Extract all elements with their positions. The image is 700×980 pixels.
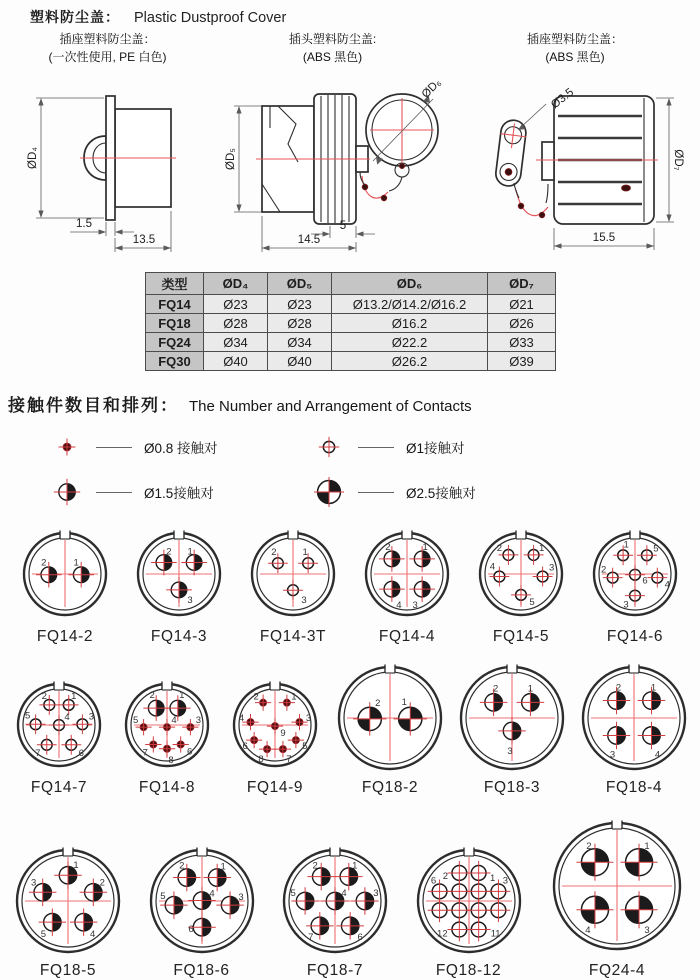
svg-text:4: 4 [664,579,670,591]
svg-text:5: 5 [653,543,659,555]
connector-diagram [242,523,344,625]
svg-text:4: 4 [654,749,661,761]
table-cell: Ø34 [204,333,268,352]
connector-cell [584,523,686,646]
svg-text:6: 6 [642,575,648,587]
page-title-zh: 塑料防尘盖： [30,9,120,25]
svg-text:3: 3 [644,924,650,936]
connector-diagram [277,843,393,959]
technical-drawings [0,66,700,258]
dimensions-table-wrap [145,272,700,371]
svg-text:1: 1 [422,541,428,553]
svg-text:5: 5 [529,596,535,608]
svg-text:4: 4 [64,712,70,723]
table-cell: FQ24 [146,333,204,352]
svg-text:2: 2 [492,683,499,695]
legend-item [314,432,544,462]
table-row [146,314,556,333]
svg-text:7: 7 [35,747,41,759]
svg-text:2: 2 [41,557,47,569]
svg-text:6: 6 [187,746,193,758]
svg-text:2: 2 [496,542,503,554]
legend-dash [358,447,394,448]
connector-label: FQ24-4 [588,962,646,979]
svg-text:7: 7 [308,931,314,943]
svg-text:2: 2 [99,877,105,889]
svg-text:4: 4 [238,713,245,725]
svg-text:1: 1 [73,860,79,872]
page-title-en: Plastic Dustproof Cover [134,10,287,26]
svg-text:3: 3 [502,875,508,887]
drawing-3 [458,66,693,258]
svg-text:1: 1 [352,860,358,872]
svg-text:3: 3 [373,888,379,899]
svg-text:4: 4 [585,924,591,936]
svg-text:11: 11 [490,928,501,940]
svg-text:2: 2 [41,690,47,702]
svg-text:5: 5 [159,891,166,903]
connector-diagram [144,843,260,959]
connector-cell [277,843,393,980]
connector-cell [224,674,326,797]
svg-text:12: 12 [436,928,448,940]
connector-label: FQ18-4 [605,779,663,796]
dim-3-5: Ø3.5 [548,86,576,112]
dim-1-5: 1.5 [75,218,92,230]
svg-text:4: 4 [341,888,347,899]
svg-text:2: 2 [312,860,318,872]
table-cell: Ø13.2/Ø14.2/Ø16.2 [332,295,488,314]
svg-text:2: 2 [442,870,448,882]
svg-text:1: 1 [401,696,407,708]
table-cell: FQ18 [146,314,204,333]
table-header-cell: ØD₅ [268,273,332,295]
svg-text:3: 3 [548,562,555,574]
legend-label: Ø2.5接触对 [406,486,476,501]
svg-text:7: 7 [286,754,292,766]
connector-label: FQ14-8 [138,779,196,796]
svg-text:4: 4 [489,561,496,573]
legend-item [314,477,544,507]
connector-label: FQ14-3T [259,628,327,645]
svg-text:3: 3 [507,745,513,757]
dim-15-5: 15.5 [592,232,615,244]
svg-text:2: 2 [375,697,381,709]
table-header-cell: ØD₄ [204,273,268,295]
contact-symbol-d15-icon [52,477,82,507]
svg-text:3: 3 [609,749,616,761]
svg-text:2: 2 [166,546,172,558]
table-cell: Ø33 [488,333,556,352]
connector-cell [128,523,230,646]
connector-label: FQ18-12 [435,962,502,979]
svg-text:8: 8 [168,754,174,766]
svg-text:4: 4 [396,600,402,612]
connector-label: FQ18-3 [483,779,541,796]
table-cell: Ø26 [488,314,556,333]
connector-diagram [116,674,218,776]
drawing-captions [0,30,700,66]
svg-text:1: 1 [527,683,534,695]
contact-symbol-d08-icon [52,432,82,462]
drawing-receptacle-abs-cover [450,66,700,258]
caption-plug-abs: 插头塑料防尘盖: (ABS 黑色) [288,32,377,64]
svg-text:1: 1 [538,542,545,554]
table-cell: Ø26.2 [332,352,488,371]
connector-row [0,523,700,646]
svg-text:1: 1 [650,682,657,694]
svg-text:6: 6 [357,931,363,943]
caption-receptacle-abs: 插座塑料防尘盖： (ABS 黑色) [526,32,623,64]
connector-diagram [224,674,326,776]
contact-symbol-d1-icon [314,432,344,462]
drawing-receptacle-pe-cover [0,66,215,258]
svg-text:5: 5 [24,710,31,722]
svg-text:2: 2 [271,547,277,559]
connector-label: FQ14-2 [36,628,94,645]
svg-text:2: 2 [149,690,155,702]
dim-d7: ØD₇ [671,149,684,171]
svg-text:5: 5 [40,929,47,941]
svg-text:3: 3 [623,599,629,611]
connector-cell [14,523,116,646]
svg-text:1: 1 [302,547,308,559]
connector-cell [454,660,570,797]
svg-text:8: 8 [258,754,264,766]
connector-cell [544,813,690,980]
table-cell: Ø40 [204,352,268,371]
connector-label: FQ14-3 [150,628,208,645]
svg-text:3: 3 [187,594,193,606]
svg-text:2: 2 [586,841,592,853]
svg-text:1: 1 [291,691,297,703]
legend-dash [96,492,132,493]
table-row [146,295,556,314]
dim-13-5: 13.5 [132,234,155,246]
svg-text:9: 9 [280,728,286,740]
drawing-1 [8,66,208,258]
connector-arrangements [0,523,700,980]
drawing-plug-abs-cover [215,66,450,258]
connector-label: FQ14-4 [378,628,436,645]
table-header-cell: ØD₆ [332,273,488,295]
legend-label: Ø1接触对 [406,441,465,456]
caption-receptacle-pe: 插座塑料防尘盖： (一次性使用, PE 白色) [48,32,167,64]
svg-text:1: 1 [644,841,650,853]
dim-d6: ØD₆ [419,76,444,101]
connector-diagram [544,813,690,959]
svg-text:6: 6 [187,924,194,936]
svg-text:5: 5 [132,715,139,727]
connector-row [0,660,700,797]
svg-text:1: 1 [179,690,185,702]
svg-text:2: 2 [253,691,259,703]
connector-cell [356,523,458,646]
svg-text:5: 5 [302,741,308,753]
dim-d4: ØD₄ [26,147,39,169]
connector-cell [332,660,448,797]
legend-label: Ø0.8 接触对 [144,441,218,456]
table-cell: Ø23 [204,295,268,314]
connector-row [0,813,700,980]
svg-text:4: 4 [171,715,177,727]
svg-text:4: 4 [89,929,96,941]
legend-item [52,477,314,507]
connector-label: FQ14-7 [30,779,88,796]
dimensions-table [145,272,556,371]
svg-text:3: 3 [237,892,244,904]
svg-text:4: 4 [208,888,215,900]
svg-text:3: 3 [88,711,95,723]
connector-diagram [332,660,448,776]
legend-dash [96,447,132,448]
table-cell: Ø34 [268,333,332,352]
table-header-cell: ØD₇ [488,273,556,295]
legend-label: Ø1.5接触对 [144,486,214,501]
connector-label: FQ18-2 [361,779,419,796]
connector-cell [144,843,260,980]
table-cell: FQ14 [146,295,204,314]
connector-diagram [14,523,116,625]
table-cell: FQ30 [146,352,204,371]
svg-text:3: 3 [305,713,312,725]
connector-cell [8,674,110,797]
table-cell: Ø23 [268,295,332,314]
connector-diagram [470,523,572,625]
contact-size-legend [52,432,700,507]
svg-text:3: 3 [195,715,202,727]
connector-cell [576,660,692,797]
svg-text:2: 2 [385,541,391,553]
table-cell: Ø28 [268,314,332,333]
svg-text:6: 6 [78,747,84,759]
connector-diagram [454,660,570,776]
connector-diagram [8,674,110,776]
connector-label: FQ14-6 [606,628,664,645]
page-header [0,0,700,27]
connector-cell [116,674,218,797]
table-cell: Ø40 [268,352,332,371]
svg-text:2: 2 [601,564,607,576]
svg-text:5: 5 [290,888,296,899]
legend-dash [358,492,394,493]
connector-cell [10,843,126,980]
connector-diagram [356,523,458,625]
connector-cell [411,843,527,980]
svg-text:2: 2 [178,860,184,872]
dim-14-5: 14.5 [297,234,320,246]
legend-item [52,432,314,462]
connector-label: FQ14-5 [492,628,550,645]
svg-text:3: 3 [412,600,418,612]
svg-text:1: 1 [187,546,193,558]
svg-text:1: 1 [220,861,226,873]
connector-diagram [411,843,527,959]
svg-text:3: 3 [301,595,307,607]
svg-text:1: 1 [489,872,495,884]
table-cell: Ø22.2 [332,333,488,352]
table-cell: Ø16.2 [332,314,488,333]
svg-text:2: 2 [615,682,622,694]
svg-text:6: 6 [242,741,248,753]
table-cell: Ø21 [488,295,556,314]
contact-symbol-d25-icon [314,477,344,507]
connector-diagram [584,523,686,625]
connector-cell [242,523,344,646]
contacts-section-header [8,391,700,416]
svg-text:6: 6 [430,875,436,887]
table-row [146,333,556,352]
table-cell: Ø28 [204,314,268,333]
connector-label: FQ18-5 [39,962,97,979]
svg-text:1: 1 [71,690,77,702]
table-header-cell: 类型 [146,273,204,295]
svg-text:1: 1 [623,539,629,551]
connector-diagram [128,523,230,625]
dim-5: 5 [339,220,346,232]
drawing-2 [218,66,448,258]
svg-text:3: 3 [31,877,37,889]
connector-diagram [576,660,692,776]
connector-diagram [10,843,126,959]
table-cell: Ø39 [488,352,556,371]
svg-text:7: 7 [142,747,148,759]
connector-cell [470,523,572,646]
dim-d5: ØD₅ [224,148,237,170]
contacts-title-zh: 接触件数目和排列： [8,396,179,415]
connector-label: FQ18-6 [173,962,230,979]
svg-text:1: 1 [73,557,79,569]
connector-label: FQ14-9 [246,779,304,796]
connector-label: FQ18-7 [306,962,364,979]
contacts-title-en: The Number and Arrangement of Contacts [189,398,472,415]
table-row [146,352,556,371]
table-header-row [146,273,556,295]
